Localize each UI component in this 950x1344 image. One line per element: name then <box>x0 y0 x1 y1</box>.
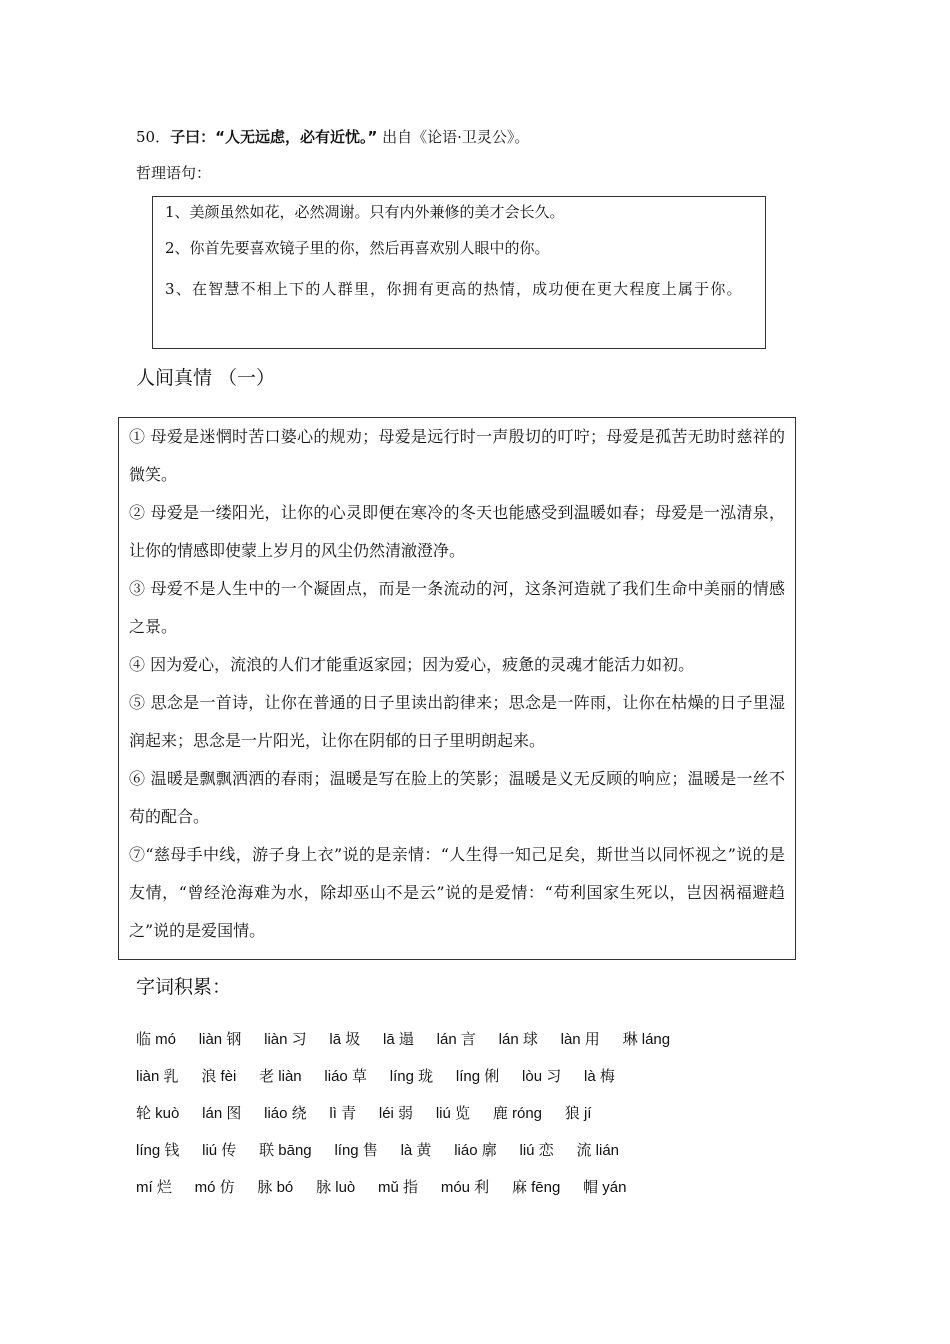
vocab-item: 联 bāng <box>259 1142 312 1159</box>
vocab-item: 帽 yán <box>583 1179 627 1196</box>
love-item: ⑤ 思念是一首诗，让你在普通的日子里读出韵律来；思念是一阵雨，让你在枯燥的日子里湿润起来；思念是一片阳光，让你在阴郁的日子里明朗起来。 <box>129 693 785 750</box>
vocab-item: 临 mó <box>136 1031 177 1048</box>
philosophy-item: 1、美颜虽然如花，必然凋谢。只有内外兼修的美才会长久。 <box>165 203 565 221</box>
vocab-item: 脉 bó <box>257 1179 294 1196</box>
vocab-item: lòu 习 <box>522 1068 562 1085</box>
vocab-item: 浪 fèi <box>201 1068 237 1085</box>
vocab-row <box>136 1029 688 1050</box>
vocab-item: 流 lián <box>576 1142 620 1159</box>
vocab-item: lì 青 <box>329 1105 357 1122</box>
vocab-item: mǔ 指 <box>378 1179 419 1196</box>
section-heading-vocab: 字词积累： <box>136 976 232 998</box>
vocab-item: 老 liàn <box>259 1068 302 1085</box>
vocab-row <box>136 1103 609 1124</box>
philosophy-item: 2、你首先要喜欢镜子里的你，然后再喜欢别人眼中的你。 <box>165 239 550 257</box>
section-heading-love: 人间真情 （一） <box>136 367 276 389</box>
vocab-item: lán 图 <box>202 1105 242 1122</box>
vocab-row <box>136 1066 633 1087</box>
vocab-item: lā 圾 <box>329 1031 361 1048</box>
vocab-item: liàn 钢 <box>198 1031 242 1048</box>
vocab-item: lā 遢 <box>383 1031 414 1048</box>
philosophy-item: 3、在智慧不相上下的人群里，你拥有更高的热情，成功便在更大程度上属于你。 <box>165 280 743 298</box>
vocab-item: 琳 láng <box>622 1031 671 1048</box>
vocab-item: liáo 草 <box>324 1068 367 1085</box>
love-item: ① 母爱是迷惘时苦口婆心的规劝；母爱是远行时一声殷切的叮咛；母爱是孤苦无助时慈祥的微笑。 <box>129 427 785 484</box>
vocab-item: lán 言 <box>436 1031 476 1048</box>
vocab-item: 鹿 róng <box>492 1105 543 1122</box>
vocab-item: liú 恋 <box>519 1142 554 1159</box>
vocab-item: líng 珑 <box>389 1068 434 1085</box>
vocab-item: là 梅 <box>583 1068 615 1085</box>
love-item: ⑥ 温暖是飘飘洒洒的春雨；温暖是写在脸上的笑影；温暖是义无反顾的响应；温暖是一丝不苟的配合。 <box>129 769 785 826</box>
love-item: ② 母爱是一缕阳光，让你的心灵即便在寒冷的冬天也能感受到温暖如春；母爱是一泓清泉，让你的情感即使蒙上岁月的风尘仍然清澈澄净。 <box>129 503 785 560</box>
vocab-row <box>136 1140 637 1161</box>
vocab-item: lán 球 <box>498 1031 538 1048</box>
vocab-item: liáo 绕 <box>264 1105 307 1122</box>
vocab-item: líng 俐 <box>455 1068 500 1085</box>
quote-number: 50． <box>136 128 171 146</box>
vocab-item: líng 钱 <box>136 1142 180 1159</box>
vocab-item: 轮 kuò <box>136 1105 180 1122</box>
vocab-item: 脉 luò <box>316 1179 356 1196</box>
vocab-item: liàn 乳 <box>136 1068 179 1085</box>
vocab-item: liú 览 <box>435 1105 471 1122</box>
philosophy-box <box>152 196 766 349</box>
vocab-item: là 黄 <box>400 1142 432 1159</box>
vocab-item: mó 仿 <box>194 1179 235 1196</box>
quote-line <box>136 127 529 147</box>
vocab-item: móu 利 <box>440 1179 490 1196</box>
vocab-item: liàn 习 <box>264 1031 307 1048</box>
vocab-item: liú 传 <box>202 1142 237 1159</box>
love-box <box>118 417 796 960</box>
vocab-item: 麻 fēng <box>511 1179 561 1196</box>
vocab-item: liáo 廓 <box>454 1142 497 1159</box>
vocab-item: léi 弱 <box>378 1105 414 1122</box>
quote-text: 子曰：“人无远虑，必有近忧。” <box>170 128 378 146</box>
love-item: ⑦“慈母手中线，游子身上衣”说的是亲情：“人生得一知己足矣，斯世当以同怀视之”说的是友情，“曾经沧海难为水，除却巫山不是云”说的是爱情：“苟利国家生死以，岂因祸福避趋之”说的是爱国情。 <box>129 845 785 940</box>
vocab-item: mí 烂 <box>136 1179 172 1196</box>
vocab-item: 狼 jí <box>564 1105 592 1122</box>
vocab-row <box>136 1177 644 1198</box>
quote-source: 出自《论语·卫灵公》。 <box>382 128 530 146</box>
love-item: ③ 母爱不是人生中的一个凝固点，而是一条流动的河，这条河造就了我们生命中美丽的情感之景。 <box>129 579 785 636</box>
love-item: ④ 因为爱心，流浪的人们才能重返家园；因为爱心，疲惫的灵魂才能活力如初。 <box>129 655 695 674</box>
philosophy-heading: 哲理语句： <box>136 164 212 182</box>
vocab-item: líng 售 <box>334 1142 378 1159</box>
vocab-item: làn 用 <box>560 1031 600 1048</box>
